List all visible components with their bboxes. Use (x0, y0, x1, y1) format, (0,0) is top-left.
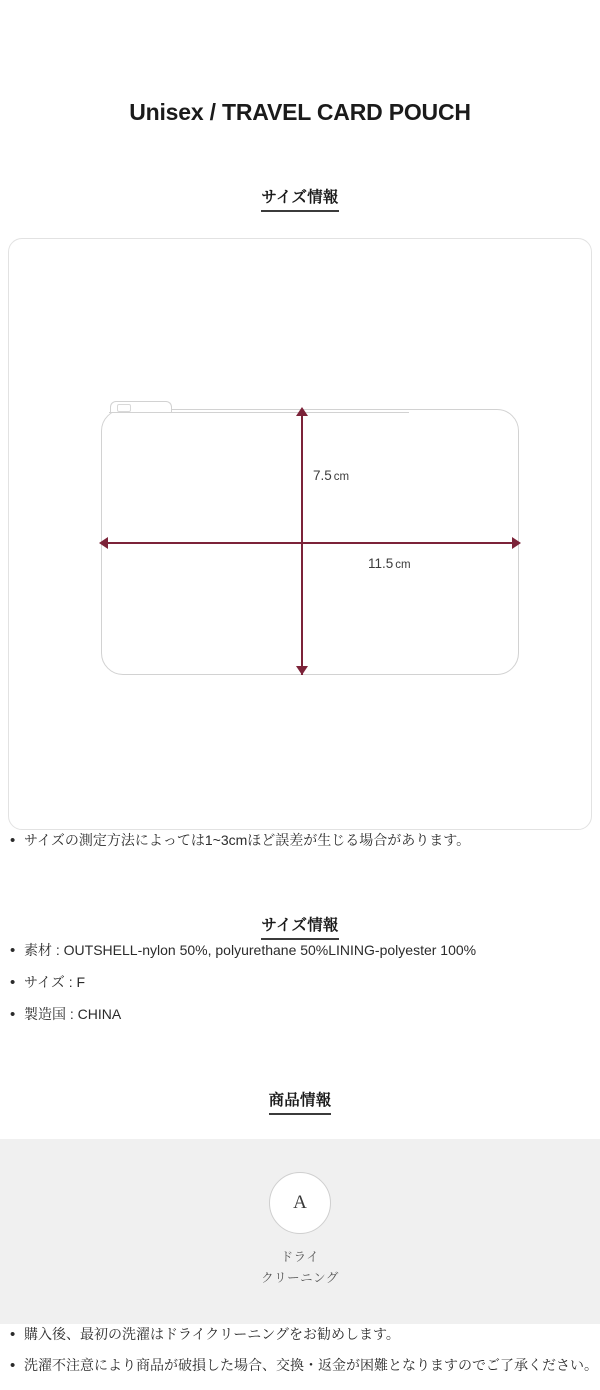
measure-height-value: 7.5 (313, 467, 332, 483)
care-caption-line-1: ドライ (280, 1249, 320, 1264)
list-item: • 購入後、最初の洗濯はドライクリーニングをお勧めします。 (0, 1324, 600, 1346)
section-heading-size-info (0, 913, 600, 940)
list-item: • 洗濯不注意により商品が破損した場合、交換・返金が困難となりますのでご了承ください。 (0, 1355, 600, 1377)
pouch-top-edge (109, 412, 409, 413)
list-item: • 素材 : OUTSHELL-nylon 50%, polyurethane 50%LINING-polyester 100% (0, 940, 600, 962)
list-item: • サイズの測定方法によっては1~3cmほど誤差が生じる場合があります。 (0, 830, 600, 852)
page-title: Unisex / TRAVEL CARD POUCH (129, 99, 471, 125)
measure-width-unit: cm (395, 558, 411, 571)
section-heading-size-info-label: サイズ情報 (261, 913, 338, 940)
list-item: • サイズ : F (0, 972, 600, 994)
arrow-down-icon (296, 666, 308, 675)
size-diagram (8, 238, 592, 830)
dry-clean-icon (269, 1172, 331, 1234)
arrow-right-icon (512, 537, 521, 549)
care-caption-line-2: クリーニング (261, 1271, 339, 1286)
section-heading-size-chart-label: サイズ情報 (261, 185, 338, 212)
care-notes-list (0, 1324, 600, 1377)
section-heading-product-info (0, 1088, 600, 1115)
list-item: • 製造国 : CHINA (0, 1004, 600, 1026)
measure-line-width (101, 542, 519, 544)
pouch-zipper-pull-icon (117, 404, 131, 412)
dry-clean-symbol: A (293, 1191, 307, 1213)
size-notes-list (0, 830, 600, 852)
measure-width-value: 11.5 (368, 555, 394, 571)
measure-height-unit: cm (333, 470, 350, 483)
arrow-left-icon (99, 537, 108, 549)
pouch-illustration (101, 391, 519, 675)
care-caption (0, 1247, 600, 1291)
arrow-up-icon (296, 407, 308, 416)
measure-label-width (368, 556, 411, 571)
measure-label-height (313, 468, 349, 483)
size-info-list (0, 940, 600, 1025)
section-heading-product-info-label: 商品情報 (269, 1088, 332, 1115)
section-heading-size-chart (0, 185, 600, 212)
care-instruction-panel (0, 1139, 600, 1324)
